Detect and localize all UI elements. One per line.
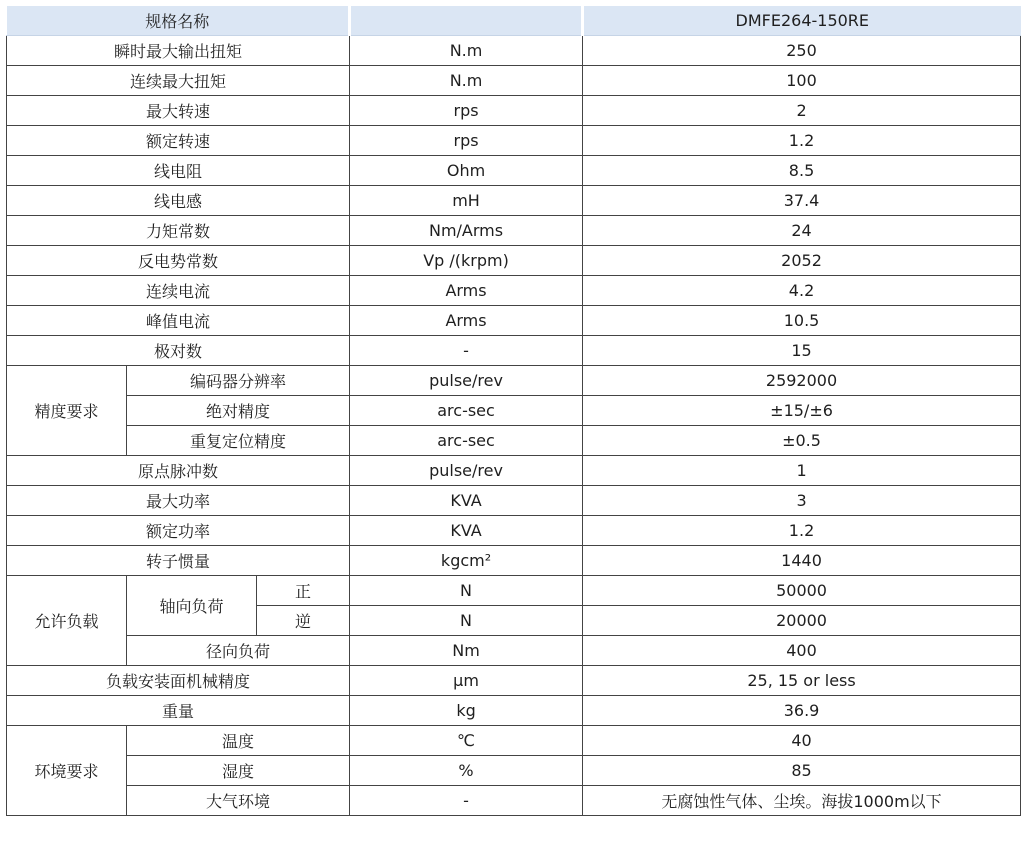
spec-unit: KVA <box>350 486 583 516</box>
spec-unit: N <box>350 606 583 636</box>
spec-unit: μm <box>350 666 583 696</box>
spec-name: 温度 <box>127 726 350 756</box>
spec-unit: N <box>350 576 583 606</box>
spec-name: 线电阻 <box>7 156 350 186</box>
spec-value: 无腐蚀性气体、尘埃。海拔1000m以下 <box>583 786 1021 816</box>
spec-unit: Nm/Arms <box>350 216 583 246</box>
table-row <box>7 696 1021 726</box>
spec-unit: ℃ <box>350 726 583 756</box>
spec-name: 编码器分辨率 <box>127 366 350 396</box>
spec-name: 额定功率 <box>7 516 350 546</box>
table-row <box>7 786 1021 816</box>
spec-unit: pulse/rev <box>350 456 583 486</box>
header-row <box>7 6 1021 36</box>
spec-value: 2 <box>583 96 1021 126</box>
spec-value: 15 <box>583 336 1021 366</box>
spec-value: ±0.5 <box>583 426 1021 456</box>
spec-table-header <box>7 6 1021 36</box>
spec-value: 2052 <box>583 246 1021 276</box>
spec-name: 原点脉冲数 <box>7 456 350 486</box>
spec-value: 85 <box>583 756 1021 786</box>
spec-name: 力矩常数 <box>7 216 350 246</box>
spec-unit: Arms <box>350 306 583 336</box>
spec-name: 反电势常数 <box>7 246 350 276</box>
table-row <box>7 216 1021 246</box>
spec-unit: N.m <box>350 36 583 66</box>
table-row <box>7 516 1021 546</box>
table-row <box>7 546 1021 576</box>
table-row <box>7 336 1021 366</box>
header-model: DMFE264-150RE <box>583 6 1021 36</box>
spec-value: 2592000 <box>583 366 1021 396</box>
spec-unit: arc-sec <box>350 426 583 456</box>
table-row <box>7 246 1021 276</box>
table-row <box>7 156 1021 186</box>
table-row <box>7 186 1021 216</box>
spec-value: 1 <box>583 456 1021 486</box>
spec-name: 峰值电流 <box>7 306 350 336</box>
spec-unit: Arms <box>350 276 583 306</box>
spec-unit: - <box>350 336 583 366</box>
table-row <box>7 36 1021 66</box>
spec-name: 湿度 <box>127 756 350 786</box>
spec-value: 10.5 <box>583 306 1021 336</box>
header-name-label: 规格名称 <box>7 6 350 36</box>
spec-name: 线电感 <box>7 186 350 216</box>
spec-value: 1.2 <box>583 126 1021 156</box>
spec-unit: % <box>350 756 583 786</box>
table-row <box>7 576 1021 606</box>
load-direction: 逆 <box>257 606 350 636</box>
table-row <box>7 366 1021 396</box>
group-label-precision: 精度要求 <box>7 366 127 456</box>
axial-load-label: 轴向负荷 <box>127 576 257 636</box>
spec-value: 400 <box>583 636 1021 666</box>
spec-name: 最大转速 <box>7 96 350 126</box>
spec-value: 36.9 <box>583 696 1021 726</box>
spec-value: 100 <box>583 66 1021 96</box>
table-row <box>7 756 1021 786</box>
spec-name: 重复定位精度 <box>127 426 350 456</box>
spec-unit: N.m <box>350 66 583 96</box>
spec-value: ±15/±6 <box>583 396 1021 426</box>
spec-value: 20000 <box>583 606 1021 636</box>
table-row <box>7 486 1021 516</box>
spec-unit: Vp /(krpm) <box>350 246 583 276</box>
spec-name: 瞬时最大输出扭矩 <box>7 36 350 66</box>
spec-name: 负载安装面机械精度 <box>7 666 350 696</box>
spec-unit: Ohm <box>350 156 583 186</box>
spec-name: 额定转速 <box>7 126 350 156</box>
spec-value: 4.2 <box>583 276 1021 306</box>
spec-unit: kgcm² <box>350 546 583 576</box>
table-row <box>7 126 1021 156</box>
spec-value: 3 <box>583 486 1021 516</box>
spec-value: 50000 <box>583 576 1021 606</box>
table-row <box>7 396 1021 426</box>
spec-name: 重量 <box>7 696 350 726</box>
spec-unit: KVA <box>350 516 583 546</box>
spec-table-body <box>7 36 1021 816</box>
spec-unit: rps <box>350 126 583 156</box>
table-row <box>7 636 1021 666</box>
spec-name: 连续电流 <box>7 276 350 306</box>
spec-unit: rps <box>350 96 583 126</box>
spec-table <box>6 6 1021 816</box>
spec-name: 大气环境 <box>127 786 350 816</box>
spec-unit: kg <box>350 696 583 726</box>
spec-value: 25, 15 or less <box>583 666 1021 696</box>
table-row <box>7 306 1021 336</box>
spec-name: 转子惯量 <box>7 546 350 576</box>
spec-value: 1440 <box>583 546 1021 576</box>
spec-name: 最大功率 <box>7 486 350 516</box>
spec-name: 连续最大扭矩 <box>7 66 350 96</box>
spec-unit: arc-sec <box>350 396 583 426</box>
group-label-environment: 环境要求 <box>7 726 127 816</box>
table-row <box>7 726 1021 756</box>
spec-value: 37.4 <box>583 186 1021 216</box>
spec-value: 250 <box>583 36 1021 66</box>
spec-unit: - <box>350 786 583 816</box>
spec-unit: mH <box>350 186 583 216</box>
spec-value: 8.5 <box>583 156 1021 186</box>
header-unit-cell <box>350 6 583 36</box>
load-direction: 正 <box>257 576 350 606</box>
spec-name: 极对数 <box>7 336 350 366</box>
spec-value: 24 <box>583 216 1021 246</box>
spec-name: 绝对精度 <box>127 396 350 426</box>
spec-unit: pulse/rev <box>350 366 583 396</box>
group-label-load: 允许负载 <box>7 576 127 666</box>
spec-value: 40 <box>583 726 1021 756</box>
spec-unit: Nm <box>350 636 583 666</box>
table-row <box>7 456 1021 486</box>
table-row <box>7 96 1021 126</box>
table-row <box>7 66 1021 96</box>
table-row <box>7 276 1021 306</box>
table-row <box>7 666 1021 696</box>
table-row <box>7 426 1021 456</box>
spec-name: 径向负荷 <box>127 636 350 666</box>
spec-value: 1.2 <box>583 516 1021 546</box>
